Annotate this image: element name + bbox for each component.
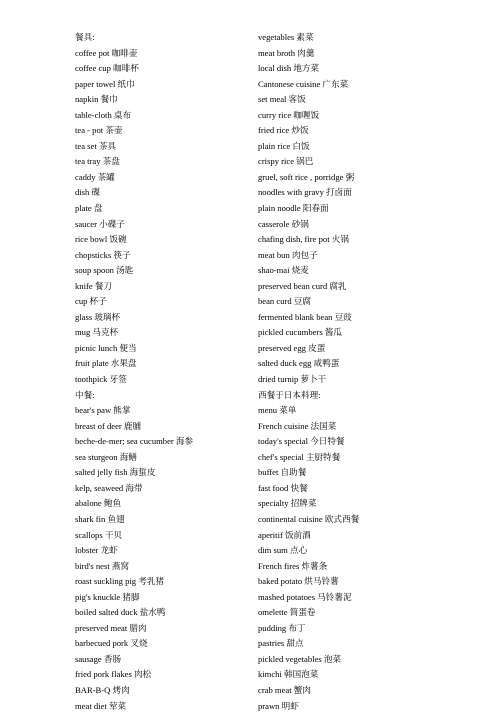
vocab-line: pudding 布丁: [258, 622, 306, 633]
vocab-line: picnic lunch 便当: [75, 342, 137, 353]
vocab-line: coffee cup 咖啡杯: [75, 63, 139, 74]
vocab-line: casserole 砂锅: [258, 218, 309, 229]
vocab-line: chopsticks 筷子: [75, 249, 131, 260]
vocab-line: continental cuisine 欧式西餐: [258, 513, 360, 524]
vocab-line: abalone 鲍鱼: [75, 498, 122, 509]
vocab-line: crispy rice 锅巴: [258, 156, 314, 167]
vocab-line: bear's paw 熊掌: [75, 405, 131, 416]
vocab-line: set meal 客饭: [258, 94, 306, 105]
vocab-line: lobster 龙虾: [75, 545, 118, 556]
vocab-line: chafing dish, fire pot 火锅: [258, 234, 349, 245]
vocab-line: 餐具:: [75, 32, 95, 42]
vocab-line: fried pork flakes 肉松: [75, 669, 152, 680]
vocab-line: meat bun 肉包子: [258, 249, 318, 260]
vocab-line: buffet 自助餐: [258, 467, 307, 478]
vocab-line: curry rice 咖喱饭: [258, 109, 320, 120]
vocab-line: cup 杯子: [75, 296, 107, 307]
vocab-line: scallops 干贝: [75, 529, 123, 540]
vocab-line: saucer 小碟子: [75, 218, 125, 229]
vocab-line: preserved bean curd 腐乳: [258, 280, 347, 291]
vocab-line: prawn 明虾: [258, 700, 299, 711]
vocab-line: shao-mai 烧麦: [258, 265, 309, 276]
vocab-line: bean curd 豆腐: [258, 296, 311, 307]
vocab-line: today's special 今日特餐: [258, 436, 345, 447]
vocab-line: fermented blank bean 豆豉: [258, 311, 352, 322]
vocab-line: sea sturgeon 海鳝: [75, 451, 137, 462]
vocab-line: specialty 招牌菜: [258, 498, 317, 509]
vocab-line: plain rice 白饭: [258, 140, 310, 151]
vocab-line: knife 餐刀: [75, 280, 112, 291]
vocab-line: French fires 炸薯条: [258, 560, 328, 571]
vocab-line: caddy 茶罐: [75, 171, 115, 182]
vocab-line: fruit plate 水果盘: [75, 358, 137, 369]
vocab-line: breast of deer 鹿脯: [75, 420, 142, 431]
vocab-line: gruel, soft rice , porridge 粥: [258, 171, 355, 182]
vocab-line: toothpick 牙签: [75, 374, 127, 385]
vocab-line: table-cloth 桌布: [75, 109, 132, 120]
vocab-line: bird's nest 燕窝: [75, 560, 130, 571]
vocab-line: shark fin 鱼翅: [75, 513, 125, 524]
right-column: [258, 30, 458, 714]
vocab-line: chef's special 主厨特餐: [258, 451, 341, 462]
vocab-line: boiled salted duck 盐水鸭: [75, 607, 166, 618]
vocab-line: meat diet 荤菜: [75, 700, 127, 711]
vocab-line: soup spoon 汤匙: [75, 265, 134, 276]
vocab-line: glass 玻璃杯: [75, 311, 121, 322]
vocab-line: preserved egg 皮蛋: [258, 342, 326, 353]
vocab-line: fast food 快餐: [258, 482, 308, 493]
left-column: [75, 30, 245, 714]
vocab-line: beche-de-mer; sea cucumber 海参: [75, 436, 194, 447]
vocab-line: salted duck egg 咸鸭蛋: [258, 358, 340, 369]
vocab-line: menu 菜单: [258, 405, 297, 416]
vocab-line: 西餐于日本料理:: [258, 389, 321, 400]
vocab-line: paper towel 纸巾: [75, 78, 135, 89]
vocab-line: BAR-B-Q 烤肉: [75, 684, 130, 695]
vocab-line: 中餐:: [75, 389, 95, 400]
vocab-line: sausage 香肠: [75, 653, 122, 664]
vocab-line: roast suckling pig 考乳猪: [75, 576, 165, 587]
vocab-line: dim sum 点心: [258, 545, 308, 556]
vocab-line: tea - pot 茶壶: [75, 125, 123, 136]
vocab-line: vegetables 素菜: [258, 32, 314, 42]
vocab-line: rice bowl 饭碗: [75, 234, 127, 245]
vocab-line: napkin 餐巾: [75, 94, 118, 105]
vocab-line: plate 盘: [75, 203, 103, 214]
vocab-line: baked potato 烘马铃薯: [258, 576, 339, 587]
vocab-line: mug 马克杯: [75, 327, 119, 338]
vocab-line: kelp, seaweed 海带: [75, 482, 143, 493]
vocab-line: aperitif 饭前酒: [258, 529, 311, 540]
vocab-line: kimchi 韩国泡菜: [258, 669, 319, 680]
vocab-line: barbecued pork 叉烧: [75, 638, 148, 649]
vocab-line: meat broth 肉羹: [258, 47, 315, 58]
vocab-line: plain noodle 阳春面: [258, 203, 329, 214]
vocab-line: mashed potatoes 马铃薯泥: [258, 591, 352, 602]
vocab-line: preserved meat 腊肉: [75, 622, 147, 633]
vocab-line: Cantonese cuisine 广东菜: [258, 78, 349, 89]
vocab-line: pastries 甜点: [258, 638, 304, 649]
vocab-line: pickled vegetables 泡菜: [258, 653, 342, 664]
vocab-line: coffee pot 咖啡壶: [75, 47, 138, 58]
vocab-line: tea set 茶具: [75, 140, 117, 151]
vocab-line: fried rice 炒饭: [258, 125, 309, 136]
vocab-line: pickled cucumbers 酱瓜: [258, 327, 343, 338]
vocab-line: dried turnip 萝卜干: [258, 374, 327, 385]
vocab-line: dish 碟: [75, 187, 101, 198]
vocab-line: tea tray 茶盘: [75, 156, 120, 167]
vocab-line: local dish 地方菜: [258, 63, 320, 74]
vocab-line: salted jelly fish 海蜇皮: [75, 467, 156, 478]
vocab-line: crab meat 蟹肉: [258, 684, 311, 695]
vocab-line: noodles with gravy 打卤面: [258, 187, 352, 198]
vocab-line: French cuisine 法国菜: [258, 420, 337, 431]
vocab-line: omelette 简蛋卷: [258, 607, 316, 618]
vocab-line: pig's knuckle 猪脚: [75, 591, 140, 602]
